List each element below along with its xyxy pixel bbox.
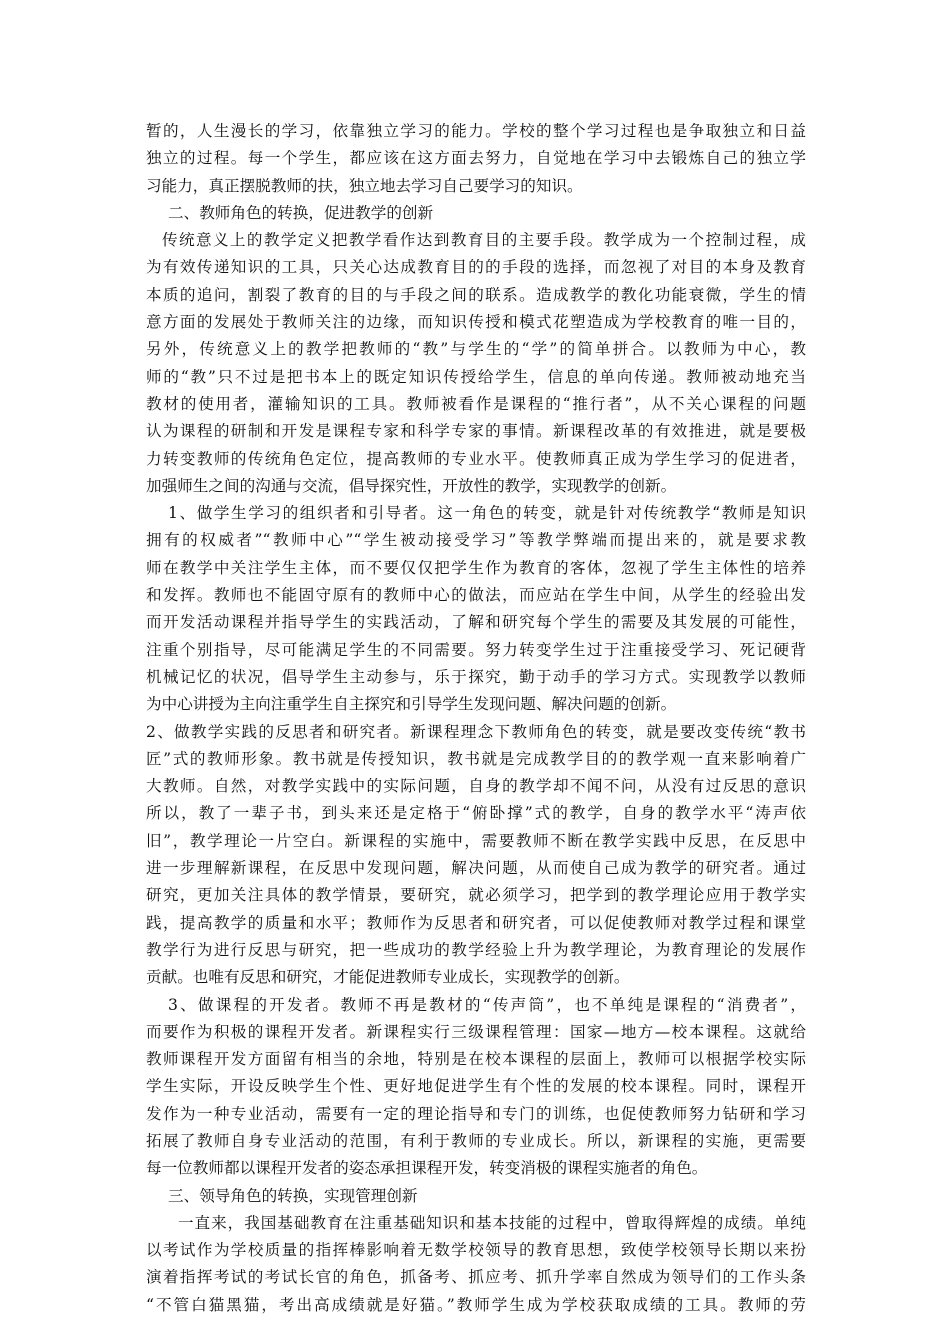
text-line: 习能力，真正摆脱教师的扶，独立地去学习自己要学习的知识。 (146, 176, 583, 195)
text-line: 暂的，人生漫长的学习，依靠独立学习的能力。学校的整个学习过程也是争取独立和日益 (146, 122, 806, 140)
text-line: 1、做学生学习的组织者和引导者。这一角色的转变，就是针对传统教学“教师是知识 (168, 504, 806, 523)
section-heading: 三、领导角色的转换，实现管理创新 (168, 1186, 418, 1205)
text-line: 拥有的权威者”“教师中心”“学生被动接受学习”等教学弊端而提出来的，就是要求教 (146, 531, 806, 550)
text-line: 传统意义上的教学定义把教学看作达到教育目的主要手段。教学成为一个控制过程，成 (162, 231, 806, 250)
text-line: 演着指挥考试的考试长官的角色，抓备考、抓应考、抓升学率自然成为领导们的工作头条 (146, 1268, 806, 1287)
document-page (146, 118, 806, 1319)
text-line: 发作为一种专业活动，需要有一定的理论指导和专门的训练，也促使教师努力钻研和学习 (146, 1104, 806, 1123)
text-line: 和发挥。教师也不能固守原有的教师中心的做法，而应站在学生中间，从学生的经验出发 (146, 586, 806, 605)
text-line: 注重个别指导，尽可能满足学生的不同需要。努力转变学生过于注重接受学习、死记硬背 (146, 640, 806, 659)
text-line: 一直来，我国基础教育在注重基础知识和基本技能的过程中，曾取得辉煌的成绩。单纯 (178, 1213, 806, 1232)
text-line: 认为课程的研制和开发是课程专家和科学专家的事情。新课程改革的有效推进，就是要极 (146, 422, 806, 441)
text-line: 为中心讲授为主向注重学生自主探究和引导学生发现问题、解决问题的创新。 (146, 695, 677, 714)
text-line: 另外，传统意义上的教学把教师的“教”与学生的“学”的简单拼合。以教师为中心，教 (146, 340, 806, 359)
text-line: 匠”式的教师形象。教书就是传授知识，教书就是完成教学目的的教学观一直来影响着广 (146, 749, 806, 768)
text-line: 每一位教师都以课程开发者的姿态承担课程开发，转变消极的课程实施者的角色。 (146, 1159, 708, 1178)
text-line: 为有效传递知识的工具，只关心达成教育目的的手段的选择，而忽视了对目的本身及教育 (146, 258, 806, 277)
text-line: 师的“教”只不过是把书本上的既定知识传授给学生，信息的单向传递。教师被动地充当 (146, 367, 806, 386)
text-line: 大教师。自然，对教学实践中的实际问题，自身的教学却不闻不问，从没有过反思的意识 (146, 777, 806, 796)
text-line: 加强师生之间的沟通与交流，倡导探究性，开放性的教学，实现教学的创新。 (146, 476, 677, 495)
text-line: 而开发活动课程并指导学生的实践活动，了解和研究每个学生的需要及其发展的可能性， (146, 613, 806, 632)
text-line: 机械记忆的状况，倡导学生主动参与，乐于探究，勤于动手的学习方式。实现教学以教师 (146, 667, 806, 686)
text-line: 本质的追问，割裂了教育的目的与手段之间的联系。造成教学的教化功能衰微，学生的情 (146, 285, 806, 304)
text-line: 学生实际，开设反映学生个性、更好地促进学生有个性的发展的校本课程。同时，课程开 (146, 1077, 806, 1096)
text-line: 教师课程开发方面留有相当的余地，特别是在校本课程的层面上，教师可以根据学校实际 (146, 1050, 806, 1069)
text-line: 研究，更加关注具体的教学情景，要研究，就必须学习，把学到的教学理论应用于教学实 (146, 886, 806, 905)
text-line: 教学行为进行反思与研究，把一些成功的教学经验上升为教学理论，为教育理论的发展作 (146, 940, 806, 959)
text-line: 师在教学中关注学生主体，而不要仅仅把学生作为教育的客体，忽视了学生主体性的培养 (146, 558, 806, 577)
text-line: 2、做教学实践的反思者和研究者。新课程理念下教师角色的转变，就是要改变传统“教书 (146, 722, 806, 741)
text-line: 贡献。也唯有反思和研究，才能促进教师专业成长，实现教学的创新。 (146, 968, 630, 987)
section-heading: 二、教师角色的转换，促进教学的创新 (168, 203, 434, 222)
text-line: 以考试作为学校质量的指挥棒影响着无数学校领导的教育思想，致使学校领导长期以来扮 (146, 1241, 806, 1260)
text-line: 教材的使用者，灌输知识的工具。教师被看作是课程的“推行者”，从不关心课程的问题 (146, 394, 806, 413)
text-line: 践，提高教学的质量和水平；教师作为反思者和研究者，可以促使教师对教学过程和课堂 (146, 913, 806, 932)
text-line: 拓展了教师自身专业活动的范围，有利于教师的专业成长。所以，新课程的实施，更需要 (146, 1131, 806, 1150)
text-line: 而要作为积极的课程开发者。新课程实行三级课程管理：国家—地方—校本课程。这就给 (146, 1022, 806, 1041)
text-line: 旧”，教学理论一片空白。新课程的实施中，需要教师不断在教学实践中反思，在反思中 (146, 831, 806, 850)
text-line: 意方面的发展处于教师关注的边缘，而知识传授和模式花塑造成为学校教育的唯一目的， (146, 313, 806, 332)
text-line: 3、做课程的开发者。教师不再是教材的“传声筒”，也不单纯是课程的“消费者”， (168, 995, 806, 1014)
text-line: 力转变教师的传统角色定位，提高教师的专业水平。使教师真正成为学生学习的促进者， (146, 449, 806, 468)
text-line: 独立的过程。每一个学生，都应该在这方面去努力，自觉地在学习中去锻炼自己的独立学 (146, 149, 806, 168)
text-line: “不管白猫黑猫，考出高成绩就是好猫。”教师学生成为学校获取成绩的工具。教师的劳 (146, 1295, 806, 1314)
text-line: 进一步理解新课程，在反思中发现问题，解决问题，从而使自己成为教学的研究者。通过 (146, 859, 806, 878)
text-line: 所以，教了一辈子书，到头来还是定格于“俯卧撑”式的教学，自身的教学水平“涛声依 (146, 804, 806, 823)
